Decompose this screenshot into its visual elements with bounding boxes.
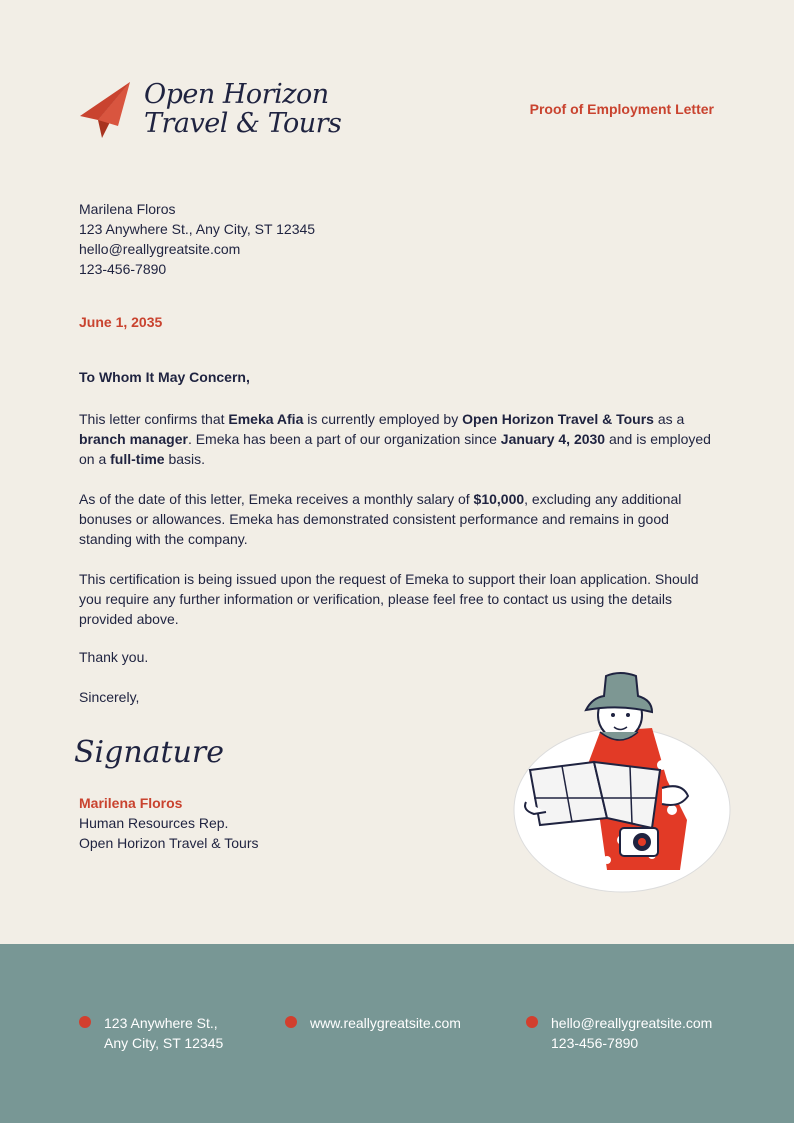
- greeting: To Whom It May Concern,: [79, 369, 250, 385]
- letter-body: [79, 409, 719, 649]
- brand-name: [144, 80, 341, 138]
- document-title: Proof of Employment Letter: [529, 101, 714, 117]
- body-paragraph-2: [79, 489, 719, 549]
- signer-block: [79, 793, 259, 853]
- text-run: As of the date of this letter, Emeka receives a monthly salary of: [79, 491, 474, 507]
- footer-address: [104, 1013, 223, 1053]
- text-run: as a: [653, 411, 685, 427]
- sender-name: Marilena Floros: [79, 201, 176, 217]
- thanks-line: Thank you.: [79, 649, 149, 665]
- text-run: basis.: [164, 451, 206, 467]
- signature-text: Signature: [74, 735, 225, 770]
- brand-logo: [78, 80, 341, 140]
- text-run: is currently employed by: [303, 411, 463, 427]
- employee-name: Emeka Afia: [228, 411, 304, 427]
- body-paragraph-1: [79, 409, 719, 469]
- start-date: January 4, 2030: [500, 431, 606, 447]
- signer-name: Marilena Floros: [79, 795, 183, 811]
- footer-website: [310, 1013, 461, 1033]
- traveler-illustration: [512, 670, 732, 895]
- sign-off: Sincerely,: [79, 689, 140, 705]
- signer-company: Open Horizon Travel & Tours: [79, 835, 259, 851]
- sender-address: 123 Anywhere St., Any City, ST 12345: [79, 221, 316, 237]
- footer-address-line2: Any City, ST 12345: [104, 1035, 224, 1051]
- sender-block: [79, 199, 315, 279]
- paper-plane-icon: [78, 80, 134, 140]
- brand-name-line2: Travel & Tours: [144, 108, 342, 139]
- employment-type: full-time: [110, 451, 165, 467]
- footer: [0, 944, 794, 1123]
- salary: $10,000: [473, 491, 525, 507]
- footer-address-line1: 123 Anywhere St.,: [104, 1015, 218, 1031]
- footer-contact: [551, 1013, 712, 1053]
- bullet-dot-icon: [79, 1016, 91, 1028]
- brand-name-line1: Open Horizon: [144, 79, 329, 110]
- footer-email-link[interactable]: hello@reallygreatsite.com: [551, 1015, 713, 1031]
- text-run: This letter confirms that: [79, 411, 229, 427]
- signer-title: Human Resources Rep.: [79, 815, 229, 831]
- employee-role: branch manager: [79, 431, 188, 447]
- company-name: Open Horizon Travel & Tours: [462, 411, 654, 427]
- sender-email: hello@reallygreatsite.com: [79, 241, 241, 257]
- signature: [72, 722, 225, 777]
- text-run: , excluding any additional bonuses or allowances. Emeka has demonstrated consistent performance and remains in good standing with the company.: [79, 491, 682, 547]
- body-paragraph-3: This certification is being issued upon the request of Emeka to support their loan application. Should you require any further information or verification, please feel free to contact us using the details provided above.: [79, 571, 699, 627]
- bullet-dot-icon: [526, 1016, 538, 1028]
- footer-phone: 123-456-7890: [551, 1035, 639, 1051]
- text-run: and is employed on a: [79, 431, 711, 467]
- text-run: . Emeka has been a part of our organization since: [187, 431, 501, 447]
- footer-website-link[interactable]: www.reallygreatsite.com: [310, 1015, 461, 1031]
- bullet-dot-icon: [285, 1016, 297, 1028]
- sender-phone: 123-456-7890: [79, 261, 167, 277]
- letter-date: June 1, 2035: [79, 314, 163, 330]
